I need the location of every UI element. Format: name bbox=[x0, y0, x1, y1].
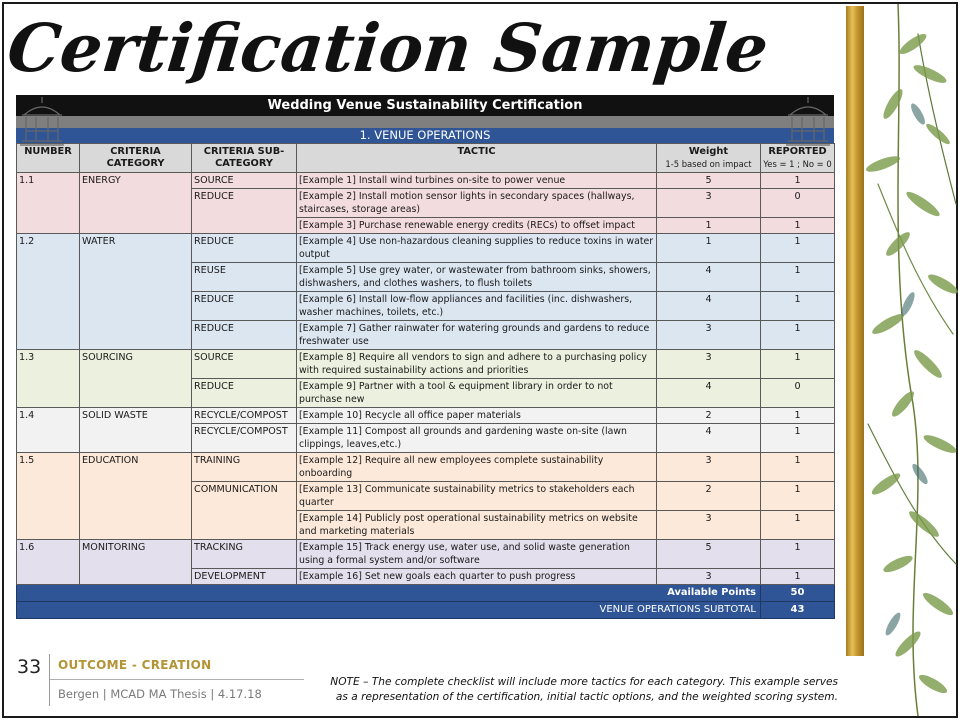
table-row bbox=[17, 540, 835, 569]
certification-sheet bbox=[16, 95, 834, 619]
weight-cell: 5 bbox=[657, 540, 761, 569]
weight-cell: 4 bbox=[657, 263, 761, 292]
reported-cell: 1 bbox=[761, 263, 835, 292]
tactic-cell: [Example 16] Set new goals each quarter to push progress bbox=[297, 569, 657, 585]
reported-cell: 1 bbox=[761, 234, 835, 263]
criteria-subcategory: RECYCLE/COMPOST bbox=[192, 424, 297, 453]
criteria-subcategory: COMMUNICATION bbox=[192, 482, 297, 540]
criteria-category: SOLID WASTE bbox=[80, 408, 192, 453]
reported-cell: 1 bbox=[761, 350, 835, 379]
section-band bbox=[16, 128, 834, 143]
weight-cell: 2 bbox=[657, 408, 761, 424]
reported-cell: 1 bbox=[761, 511, 835, 540]
criteria-subcategory: SOURCE bbox=[192, 350, 297, 379]
reported-cell: 1 bbox=[761, 218, 835, 234]
slide-title: Certification Sample bbox=[3, 9, 772, 87]
criteria-category: SOURCING bbox=[80, 350, 192, 408]
available-points-label: Available Points bbox=[17, 585, 761, 602]
criteria-number: 1.5 bbox=[17, 453, 80, 540]
table-row bbox=[17, 350, 835, 379]
weight-cell: 1 bbox=[657, 234, 761, 263]
criteria-category: WATER bbox=[80, 234, 192, 350]
subtotal-row bbox=[17, 602, 835, 619]
criteria-number: 1.4 bbox=[17, 408, 80, 453]
weight-cell: 4 bbox=[657, 379, 761, 408]
header-subcategory: CRITERIA SUB-CATEGORY bbox=[192, 144, 297, 173]
reported-cell: 1 bbox=[761, 292, 835, 321]
weight-cell: 4 bbox=[657, 292, 761, 321]
tactic-cell: [Example 14] Publicly post operational sustainability metrics on website and marketing materials bbox=[297, 511, 657, 540]
header-tactic: TACTIC bbox=[297, 144, 657, 173]
footnote: NOTE – The complete checklist will include more tactics for each category. This example serves as a representation of the certification, initial tactic options, and the weighted scoring system. bbox=[330, 676, 838, 703]
header-number: NUMBER bbox=[17, 144, 80, 173]
weight-cell: 3 bbox=[657, 321, 761, 350]
criteria-subcategory: REDUCE bbox=[192, 379, 297, 408]
table-row bbox=[17, 453, 835, 482]
criteria-subcategory: REDUCE bbox=[192, 292, 297, 321]
reported-cell: 1 bbox=[761, 321, 835, 350]
criteria-category: MONITORING bbox=[80, 540, 192, 585]
weight-cell: 5 bbox=[657, 173, 761, 189]
tactic-cell: [Example 7] Gather rainwater for watering grounds and gardens to reduce freshwater use bbox=[297, 321, 657, 350]
criteria-subcategory: SOURCE bbox=[192, 173, 297, 189]
tactic-cell: [Example 10] Recycle all office paper materials bbox=[297, 408, 657, 424]
tactic-cell: [Example 11] Compost all grounds and gardening waste on-site (lawn clippings, leaves,etc.) bbox=[297, 424, 657, 453]
tactic-cell: [Example 15] Track energy use, water use, and solid waste generation using a formal system and/or software bbox=[297, 540, 657, 569]
weight-cell: 4 bbox=[657, 424, 761, 453]
section-title: 1. VENUE OPERATIONS bbox=[359, 128, 491, 142]
tactic-cell: [Example 3] Purchase renewable energy credits (RECs) to offset impact bbox=[297, 218, 657, 234]
reported-cell: 1 bbox=[761, 482, 835, 511]
tactic-cell: [Example 9] Partner with a tool & equipment library in order to not purchase new bbox=[297, 379, 657, 408]
footer-divider-vertical bbox=[49, 654, 50, 706]
banner-title: Wedding Venue Sustainability Certification bbox=[267, 98, 583, 113]
page-number: 33 bbox=[17, 656, 42, 678]
criteria-number: 1.6 bbox=[17, 540, 80, 585]
subtotal-label: VENUE OPERATIONS SUBTOTAL bbox=[17, 602, 761, 619]
footer-divider-horizontal bbox=[50, 679, 304, 680]
tactic-cell: [Example 2] Install motion sensor lights in secondary spaces (hallways, staircases, storage areas) bbox=[297, 189, 657, 218]
tactic-cell: [Example 6] Install low-flow appliances and facilities (inc. dishwashers, washer machines, toilets, etc.) bbox=[297, 292, 657, 321]
reported-cell: 1 bbox=[761, 408, 835, 424]
weight-cell: 3 bbox=[657, 569, 761, 585]
reported-cell: 0 bbox=[761, 379, 835, 408]
table-row bbox=[17, 234, 835, 263]
criteria-number: 1.2 bbox=[17, 234, 80, 350]
tactic-cell: [Example 1] Install wind turbines on-site to power venue bbox=[297, 173, 657, 189]
footer-title: OUTCOME - CREATION bbox=[58, 658, 212, 672]
weight-cell: 3 bbox=[657, 511, 761, 540]
header-reported-label: REPORTED bbox=[768, 146, 827, 157]
header-category: CRITERIA CATEGORY bbox=[80, 144, 192, 173]
reported-cell: 1 bbox=[761, 453, 835, 482]
gazebo-icon bbox=[20, 95, 64, 149]
reported-cell: 1 bbox=[761, 540, 835, 569]
weight-cell: 3 bbox=[657, 453, 761, 482]
reported-cell: 1 bbox=[761, 569, 835, 585]
reported-cell: 1 bbox=[761, 173, 835, 189]
criteria-number: 1.3 bbox=[17, 350, 80, 408]
sheet-banner bbox=[16, 95, 834, 116]
gray-band bbox=[16, 116, 834, 128]
tactic-cell: [Example 4] Use non-hazardous cleaning supplies to reduce toxins in water output bbox=[297, 234, 657, 263]
criteria-category: ENERGY bbox=[80, 173, 192, 234]
table-row bbox=[17, 173, 835, 189]
header-weight bbox=[657, 144, 761, 173]
tactic-cell: [Example 8] Require all vendors to sign and adhere to a purchasing policy with required sustainability actions and priorities bbox=[297, 350, 657, 379]
weight-cell: 3 bbox=[657, 350, 761, 379]
criteria-table bbox=[16, 143, 835, 619]
subtotal-value: 43 bbox=[761, 602, 835, 619]
header-row bbox=[17, 144, 835, 173]
foliage-decoration-icon bbox=[858, 4, 958, 716]
criteria-number: 1.1 bbox=[17, 173, 80, 234]
criteria-subcategory: REDUCE bbox=[192, 321, 297, 350]
header-reported-sub: Yes = 1 ; No = 0 bbox=[763, 159, 832, 169]
header-weight-sub: 1-5 based on impact bbox=[665, 159, 752, 169]
tactic-cell: [Example 12] Require all new employees complete sustainability onboarding bbox=[297, 453, 657, 482]
weight-cell: 3 bbox=[657, 189, 761, 218]
tactic-cell: [Example 13] Communicate sustainability metrics to stakeholders each quarter bbox=[297, 482, 657, 511]
footer-subtitle: Bergen | MCAD MA Thesis | 4.17.18 bbox=[58, 687, 262, 701]
reported-cell: 1 bbox=[761, 424, 835, 453]
criteria-subcategory: REUSE bbox=[192, 263, 297, 292]
criteria-subcategory: DEVELOPMENT bbox=[192, 569, 297, 585]
weight-cell: 2 bbox=[657, 482, 761, 511]
criteria-subcategory: REDUCE bbox=[192, 234, 297, 263]
criteria-subcategory: RECYCLE/COMPOST bbox=[192, 408, 297, 424]
criteria-subcategory: REDUCE bbox=[192, 189, 297, 234]
criteria-category: EDUCATION bbox=[80, 453, 192, 540]
table-row bbox=[17, 408, 835, 424]
criteria-subcategory: TRACKING bbox=[192, 540, 297, 569]
weight-cell: 1 bbox=[657, 218, 761, 234]
gazebo-icon bbox=[786, 95, 830, 149]
header-weight-label: Weight bbox=[688, 146, 729, 157]
criteria-subcategory: TRAINING bbox=[192, 453, 297, 482]
available-points-row bbox=[17, 585, 835, 602]
reported-cell: 0 bbox=[761, 189, 835, 218]
available-points-value: 50 bbox=[761, 585, 835, 602]
tactic-cell: [Example 5] Use grey water, or wastewater from bathroom sinks, showers, dishwashers, and clothes washers, to flush toilets bbox=[297, 263, 657, 292]
